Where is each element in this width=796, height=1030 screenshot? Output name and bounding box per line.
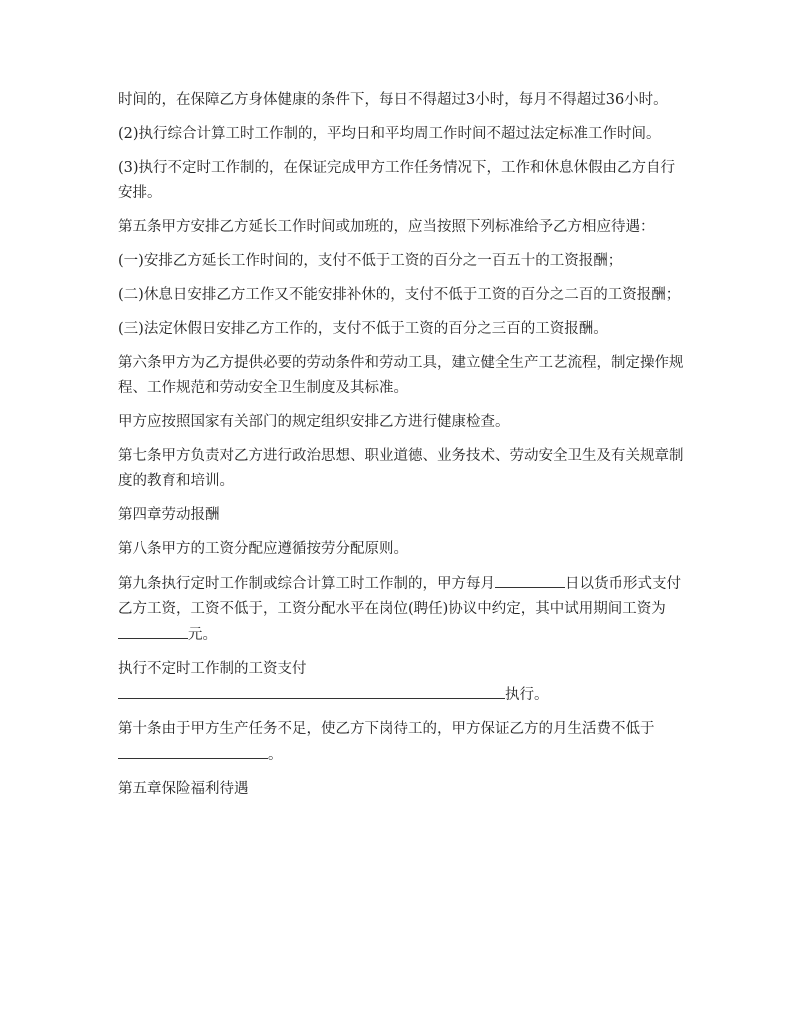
flexible-wage-blank <box>118 682 505 699</box>
article-9-text-b: 日以货币形式支付乙方工资，工资不低于，工资分配水平在岗位(聘任)协议中约定，其中试用期间工资为 <box>118 576 681 617</box>
article-9 <box>118 571 688 648</box>
article-7: 第七条甲方负责对乙方进行政治思想、职业道德、业务技术、劳动安全卫生及有关规章制度的教育和培训。 <box>118 448 684 489</box>
pay-day-blank <box>495 571 565 588</box>
paragraph-flexible-hours: (3)执行不定时工作制的，在保证完成甲方工作任务情况下，工作和休息休假由乙方自行安排。 <box>118 160 676 201</box>
living-allowance-blank <box>118 742 268 759</box>
health-check-paragraph: 甲方应按照国家有关部门的规定组织安排乙方进行健康检查。 <box>118 414 510 430</box>
article-9-text-c: 元。 <box>188 627 217 643</box>
chapter-5-heading: 第五章保险福利待遇 <box>118 781 249 797</box>
article-5-item-2: (二)休息日安排乙方工作又不能安排补休的，支付不低于工资的百分之二百的工资报酬； <box>118 287 681 303</box>
article-8: 第八条甲方的工资分配应遵循按劳分配原则。 <box>118 541 408 557</box>
article-9-text-a: 第九条执行定时工作制或综合计算工时工作制的，甲方每月 <box>118 576 495 592</box>
paragraph-overtime-limit: 时间的，在保障乙方身体健康的条件下，每日不得超过3小时，每月不得超过36小时。 <box>118 92 668 108</box>
chapter-4-heading: 第四章劳动报酬 <box>118 507 220 523</box>
paragraph-comprehensive-hours: (2)执行综合计算工时工作制的，平均日和平均周工作时间不超过法定标准工作时间。 <box>118 126 661 142</box>
article-10-text-b: 。 <box>268 747 283 763</box>
article-10 <box>118 717 688 768</box>
article-5: 第五条甲方安排乙方延长工作时间或加班的，应当按照下列标准给予乙方相应待遇： <box>118 219 655 235</box>
flexible-wage-text-a: 执行不定时工作制的工资支付 <box>118 661 307 677</box>
document-page <box>118 88 688 811</box>
flexible-wage-text-b: 执行。 <box>505 687 549 703</box>
article-5-item-1: (一)安排乙方延长工作时间的，支付不低于工资的百分之一百五十的工资报酬； <box>118 253 623 269</box>
article-10-text-a: 第十条由于甲方生产任务不足，使乙方下岗待工的，甲方保证乙方的月生活费不低于 <box>118 721 655 737</box>
flexible-wage-paragraph <box>118 657 688 708</box>
article-5-item-3: (三)法定休假日安排乙方工作的，支付不低于工资的百分之三百的工资报酬。 <box>118 321 608 337</box>
probation-wage-blank <box>118 622 188 639</box>
article-6: 第六条甲方为乙方提供必要的劳动条件和劳动工具，建立健全生产工艺流程，制定操作规程、工作规范和劳动安全卫生制度及其标准。 <box>118 355 684 396</box>
